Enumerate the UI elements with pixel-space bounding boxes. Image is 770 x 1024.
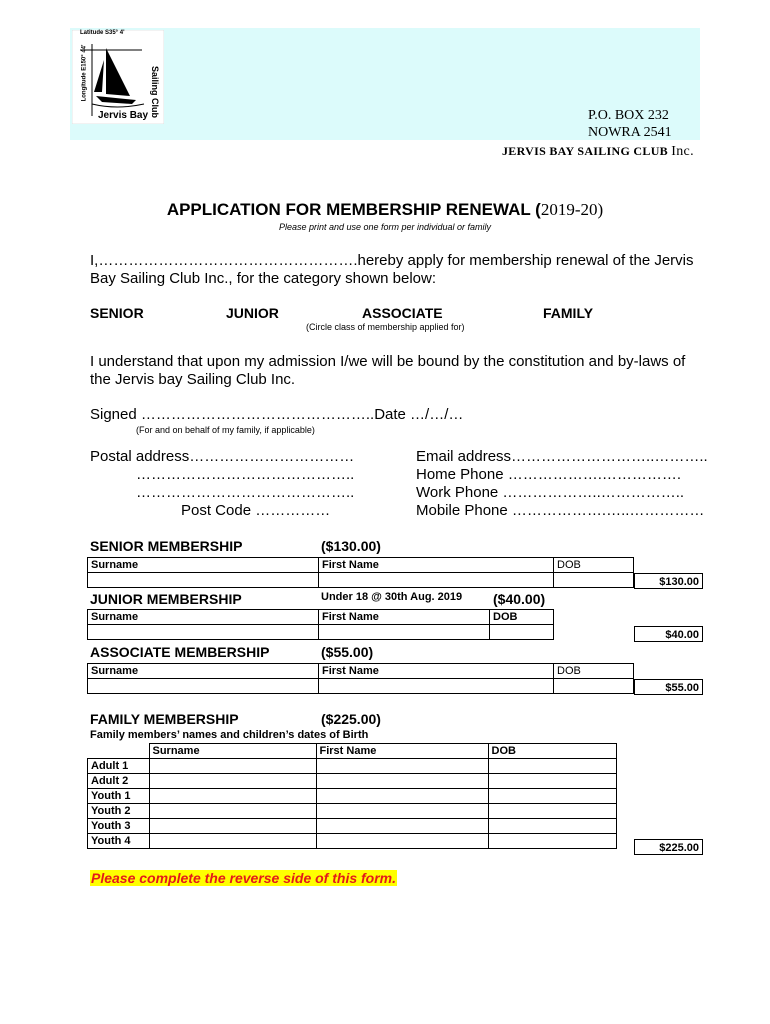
family-row-label: Adult 2	[88, 774, 150, 789]
reverse-side-warning: Please complete the reverse side of this form.	[91, 870, 397, 886]
family-row-label: Youth 2	[88, 804, 150, 819]
category-junior[interactable]: JUNIOR	[226, 305, 279, 321]
table-row[interactable]	[88, 774, 617, 789]
home-phone-field[interactable]: Home Phone ……………….…………….	[416, 466, 682, 483]
family-surname-input[interactable]	[149, 819, 316, 834]
associate-dob-input[interactable]	[554, 679, 634, 694]
junior-fee[interactable]: $40.00	[634, 626, 703, 642]
club-logo	[72, 30, 164, 124]
table-row[interactable]	[88, 759, 617, 774]
junior-col-dob: DOB	[490, 610, 554, 625]
signature-date-line[interactable]: Signed ………………………………………..Date …/…/…	[90, 406, 464, 423]
family-row-label: Adult 1	[88, 759, 150, 774]
family-fee[interactable]: $225.00	[634, 839, 703, 855]
logo-latitude: Latitude S35° 4'	[80, 30, 125, 36]
family-dob-input[interactable]	[488, 804, 617, 819]
senior-col-first: First Name	[319, 558, 554, 573]
signature-note: (For and on behalf of my family, if applicable)	[136, 425, 315, 435]
club-suffix: Inc.	[671, 144, 694, 159]
senior-table	[87, 557, 634, 588]
postal-address-line-2[interactable]: ……………………………………..	[136, 466, 355, 483]
family-row-label: Youth 3	[88, 819, 150, 834]
understand-line-2: the Jervis bay Sailing Club Inc.	[90, 371, 296, 388]
declaration-line-2: Bay Sailing Club Inc., for the category shown below:	[90, 270, 437, 287]
senior-price: ($130.00)	[321, 538, 381, 554]
junior-first-input[interactable]	[319, 625, 490, 640]
family-surname-input[interactable]	[149, 759, 316, 774]
family-dob-input[interactable]	[488, 834, 617, 849]
junior-condition: Under 18 @ 30th Aug. 2019	[321, 591, 463, 603]
family-first-input[interactable]	[316, 819, 488, 834]
declaration-line-1: I,…………………………………………….hereby apply for membership renewal of the Jervis	[90, 252, 694, 269]
family-col-surname: Surname	[149, 744, 316, 759]
senior-first-input[interactable]	[319, 573, 554, 588]
family-surname-input[interactable]	[149, 834, 316, 849]
family-dob-input[interactable]	[488, 819, 617, 834]
associate-first-input[interactable]	[319, 679, 554, 694]
table-row[interactable]	[88, 834, 617, 849]
family-col-dob: DOB	[488, 744, 617, 759]
logo-place: Jervis Bay	[98, 110, 149, 121]
senior-surname-input[interactable]	[88, 573, 319, 588]
postal-address-field[interactable]: Postal address……………………………	[90, 448, 355, 465]
po-box: P.O. BOX 232	[588, 108, 669, 123]
category-senior[interactable]: SENIOR	[90, 305, 144, 321]
family-dob-input[interactable]	[488, 789, 617, 804]
family-surname-input[interactable]	[149, 774, 316, 789]
associate-col-first: First Name	[319, 664, 554, 679]
junior-col-first: First Name	[319, 610, 490, 625]
family-subheading: Family members’ names and children’s dates of Birth	[90, 729, 369, 741]
junior-table	[87, 609, 554, 640]
category-family[interactable]: FAMILY	[543, 305, 594, 321]
postal-address-line-3[interactable]: ……………………………………..	[136, 484, 355, 501]
family-first-input[interactable]	[316, 759, 488, 774]
club-name: JERVIS BAY SAILING CLUB	[502, 144, 668, 158]
junior-heading: JUNIOR MEMBERSHIP	[90, 591, 242, 607]
table-row[interactable]	[88, 804, 617, 819]
associate-price: ($55.00)	[321, 644, 374, 660]
table-row[interactable]	[88, 573, 634, 588]
family-surname-input[interactable]	[149, 804, 316, 819]
family-price: ($225.00)	[321, 711, 381, 727]
family-col-first: First Name	[316, 744, 488, 759]
family-dob-input[interactable]	[488, 759, 617, 774]
club-name-line	[502, 144, 694, 160]
associate-surname-input[interactable]	[88, 679, 319, 694]
junior-surname-input[interactable]	[88, 625, 319, 640]
table-row[interactable]	[88, 819, 617, 834]
table-row[interactable]	[88, 625, 554, 640]
senior-col-surname: Surname	[88, 558, 319, 573]
family-first-input[interactable]	[316, 774, 488, 789]
family-col-blank	[88, 744, 150, 759]
understand-line-1: I understand that upon my admission I/we will be bound by the constitution and by-laws of	[90, 353, 686, 370]
associate-col-dob: DOB	[554, 664, 634, 679]
family-dob-input[interactable]	[488, 774, 617, 789]
mobile-phone-field[interactable]: Mobile Phone ……………….…..……………	[416, 502, 705, 519]
form-title-year: 2019-20)	[540, 200, 604, 219]
form-title-main: APPLICATION FOR MEMBERSHIP RENEWAL (	[166, 200, 541, 219]
form-title	[0, 200, 770, 220]
family-row-label: Youth 4	[88, 834, 150, 849]
family-first-input[interactable]	[316, 789, 488, 804]
senior-heading: SENIOR MEMBERSHIP	[90, 538, 243, 554]
table-row[interactable]	[88, 789, 617, 804]
email-field[interactable]: Email address………………………..………..	[416, 448, 708, 465]
town: NOWRA 2541	[588, 125, 672, 140]
category-note: (Circle class of membership applied for)	[306, 322, 465, 332]
family-heading: FAMILY MEMBERSHIP	[90, 711, 239, 727]
table-row[interactable]	[88, 679, 634, 694]
associate-fee[interactable]: $55.00	[634, 679, 703, 695]
family-first-input[interactable]	[316, 804, 488, 819]
family-row-label: Youth 1	[88, 789, 150, 804]
family-first-input[interactable]	[316, 834, 488, 849]
family-table	[87, 743, 617, 849]
form-subtitle: Please print and use one form per individual or family	[278, 222, 492, 232]
senior-col-dob: DOB	[554, 558, 634, 573]
junior-price: ($40.00)	[493, 591, 546, 607]
junior-col-surname: Surname	[88, 610, 319, 625]
category-associate[interactable]: ASSOCIATE	[362, 305, 443, 321]
work-phone-field[interactable]: Work Phone ………………..……………..	[416, 484, 685, 501]
junior-dob-input[interactable]	[490, 625, 554, 640]
associate-table	[87, 663, 634, 694]
logo-club: Sailing Club	[150, 66, 160, 119]
post-code-field[interactable]: Post Code ……………	[181, 502, 331, 519]
family-surname-input[interactable]	[149, 789, 316, 804]
logo-longitude: Longitude E150° 44'	[81, 44, 88, 102]
associate-col-surname: Surname	[88, 664, 319, 679]
associate-heading: ASSOCIATE MEMBERSHIP	[90, 644, 270, 660]
senior-dob-input[interactable]	[554, 573, 634, 588]
senior-fee[interactable]: $130.00	[634, 573, 703, 589]
